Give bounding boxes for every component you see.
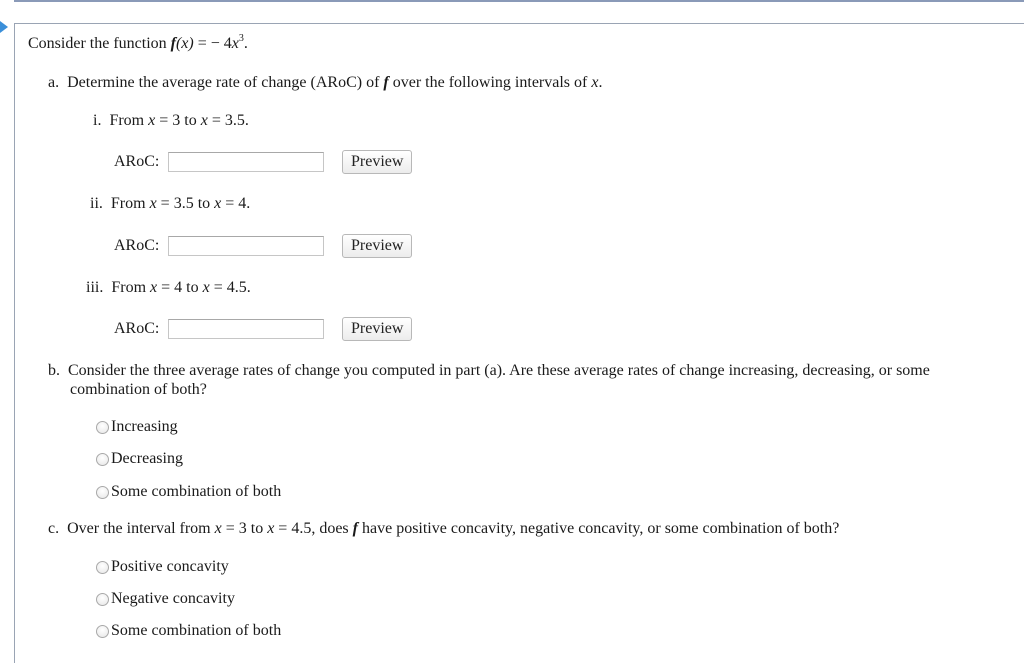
part-b-prompt (48, 361, 930, 381)
interval-end: = 3.5. (207, 112, 249, 129)
part-c-text: have positive concavity, negative concavity, or some combination of both? (357, 520, 840, 537)
part-c-function: f (352, 520, 358, 537)
interval-start: = 3.5 to (156, 195, 215, 212)
interval-var: x (150, 279, 158, 296)
aroc-label: ARoC: (114, 153, 160, 170)
top-divider (14, 0, 1024, 2)
aroc-input-iii[interactable] (168, 319, 324, 339)
aroc-input-i[interactable] (168, 152, 324, 172)
function-rhs: = − 4 (193, 35, 232, 52)
interval-from: From (109, 112, 149, 129)
part-b-label: b. (48, 362, 60, 379)
part-b-line2: combination of both? (70, 381, 207, 398)
radio-button[interactable] (96, 486, 109, 499)
part-c-var: x (214, 520, 222, 537)
part-c-text: = 4.5, does (274, 520, 353, 537)
interval-ii (90, 194, 250, 214)
function-symbol: f (170, 35, 176, 52)
function-exponent: 3 (238, 32, 244, 44)
radio-label: Increasing (111, 418, 178, 435)
interval-start: = 4 to (157, 279, 203, 296)
function-statement (28, 34, 248, 54)
radio-label: Positive concavity (111, 558, 229, 575)
interval-var: x (202, 279, 210, 296)
part-a-text2: over the following intervals of (388, 74, 592, 91)
function-variable: x (231, 35, 239, 52)
part-a-function: f (383, 74, 389, 91)
radio-option-increasing[interactable] (96, 417, 178, 437)
part-c-var: x (267, 520, 275, 537)
radio-label: Decreasing (111, 450, 183, 467)
function-argument: (x) (175, 35, 194, 52)
radio-option-concavity-combination[interactable] (96, 621, 281, 641)
radio-button[interactable] (96, 625, 109, 638)
question-marker-icon (0, 21, 8, 33)
radio-label: Some combination of both (111, 483, 282, 500)
interval-end: = 4. (221, 195, 251, 212)
interval-number: i. (93, 112, 102, 129)
aroc-input-ii[interactable] (168, 236, 324, 256)
interval-iii (86, 278, 251, 298)
interval-i (93, 111, 249, 131)
part-a-variable: x (591, 74, 599, 91)
radio-button[interactable] (96, 453, 109, 466)
aroc-label: ARoC: (114, 237, 160, 254)
part-c-text: = 3 to (221, 520, 268, 537)
radio-button[interactable] (96, 561, 109, 574)
preview-button-iii[interactable]: Preview (342, 317, 412, 341)
intro-text: Consider the function (28, 35, 171, 52)
interval-end: = 4.5. (209, 279, 251, 296)
interval-var: x (149, 195, 157, 212)
radio-button[interactable] (96, 421, 109, 434)
part-a-text: Determine the average rate of change (ARoC) of (67, 74, 384, 91)
preview-button-ii[interactable]: Preview (342, 234, 412, 258)
part-a-period: . (598, 74, 603, 91)
radio-option-decreasing[interactable] (96, 449, 183, 469)
part-c-prompt (48, 519, 839, 539)
interval-var: x (200, 112, 208, 129)
interval-number: ii. (90, 195, 103, 212)
interval-var: x (148, 112, 156, 129)
interval-from: From (110, 195, 150, 212)
radio-option-negative-concavity[interactable] (96, 589, 235, 609)
part-a-label: a. (48, 74, 60, 91)
radio-option-combination[interactable] (96, 482, 281, 502)
interval-from: From (111, 279, 151, 296)
part-a-prompt (48, 73, 602, 93)
part-c-text: Over the interval from (67, 520, 215, 537)
radio-button[interactable] (96, 593, 109, 606)
interval-start: = 3 to (155, 112, 201, 129)
interval-var: x (214, 195, 222, 212)
aroc-label: ARoC: (114, 320, 160, 337)
intro-period: . (243, 35, 248, 52)
radio-option-positive-concavity[interactable] (96, 557, 229, 577)
part-b-line1: Consider the three average rates of change you computed in part (a). Are these average rates of change increasing, decreasing, or some (68, 362, 930, 379)
preview-button-i[interactable]: Preview (342, 150, 412, 174)
interval-number: iii. (86, 279, 104, 296)
part-c-label: c. (48, 520, 60, 537)
radio-label: Some combination of both (111, 622, 282, 639)
radio-label: Negative concavity (111, 590, 235, 607)
